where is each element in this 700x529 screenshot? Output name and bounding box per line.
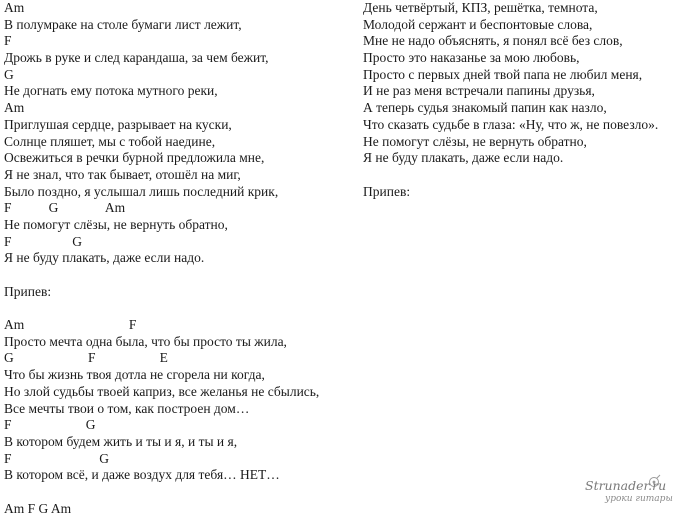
chord-line: G F E [4,350,168,366]
lyric-line: Просто с первых дней твой папа не любил меня, [363,66,643,82]
chord-line: G [4,66,14,82]
chord-line: Am [4,0,25,15]
site-watermark [585,472,695,512]
lyric-line: Все мечты твои о том, как построен дом… [4,400,250,416]
chord-line: F G [4,233,83,249]
lyric-line: Молодой сержант и беспонтовые слова, [363,16,593,32]
watermark-tagline: уроки гитары [605,494,673,504]
lyric-line: Просто мечта одна была, что бы просто ты жила, [4,333,287,349]
lyric-line: Дрожь в руке и след карандаша, за чем бежит, [4,50,269,66]
lyric-line: В полумраке на столе бумаги лист лежит, [4,16,242,32]
lyric-line: Было поздно, я услышал лишь последний крик, [4,183,279,199]
lyric-line: Не помогут слёзы, не вернуть обратно, [363,133,587,149]
chord-line: Am F G Am [4,500,72,516]
chorus-heading: Припев: [4,283,52,299]
lyric-line: Я не знал, что так бывает, отошёл на миг, [4,166,241,182]
chord-line: Am F [4,317,137,333]
lyric-line: Освежиться в речки бурной предложила мне, [4,150,265,166]
chord-line: F G [4,417,96,433]
blank-line [4,267,354,284]
lyric-line: День четвёртый, КПЗ, решётка, темнота, [363,0,598,15]
lyric-line: Не помогут слёзы, не вернуть обратно, [4,216,228,232]
chord-line: F [4,33,12,49]
blank-line [4,300,354,317]
lyric-line: Просто это наказанье за мою любовь, [363,50,580,66]
lyrics-right-column [363,0,698,200]
lyric-line: Не догнать ему потока мутного реки, [4,83,218,99]
chord-line: Am [4,100,25,116]
lyrics-left-column [4,0,354,517]
lyric-line: А теперь судья знакомый папин как назло, [363,100,607,116]
lyric-line: Что бы жизнь твоя дотла не сгорела ни когда, [4,367,265,383]
lyric-line: И не раз меня встречали папины друзья, [363,83,595,99]
lyric-line: В котором будем жить и ты и я, и ты и я, [4,433,238,449]
lyric-line: Я не буду плакать, даже если надо. [363,150,564,166]
lyric-line: Но злой судьбы твоей каприз, все желанья не сбылись, [4,383,320,399]
watermark-site-name: Strunader.ru [585,478,667,493]
lyric-line: В котором всё, и даже воздух для тебя… НЕТ… [4,467,280,483]
blank-line [4,484,354,501]
chorus-heading: Припев: [363,183,411,199]
blank-line [363,167,698,184]
chord-line: F G Am [4,200,126,216]
lyric-line: Мне не надо объяснять, я понял всё без слов, [363,33,623,49]
lyric-line: Что сказать судьбе в глаза: «Ну, что ж, не повезло». [363,116,659,132]
lyric-line: Приглушая сердце, разрывает на куски, [4,116,232,132]
chord-line: F G [4,450,110,466]
lyric-line: Я не буду плакать, даже если надо. [4,250,205,266]
lyric-line: Солнце пляшет, мы с тобой наедине, [4,133,216,149]
